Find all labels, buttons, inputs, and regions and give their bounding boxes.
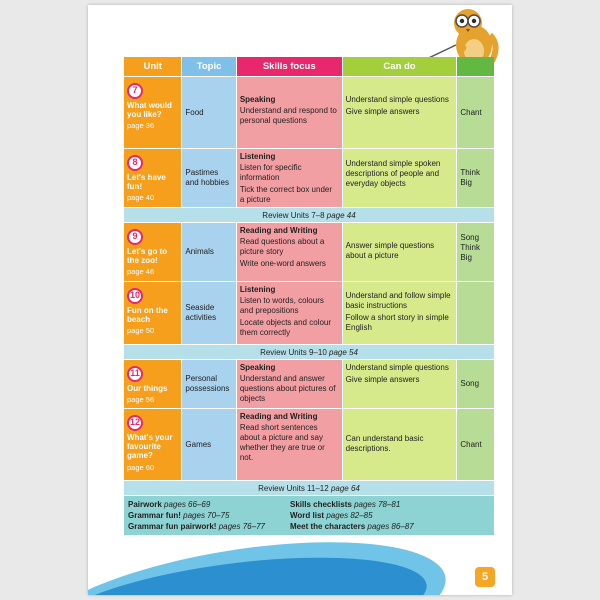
footer-item-title: Word list bbox=[290, 511, 325, 520]
can-do-line: Give simple answers bbox=[345, 107, 420, 116]
table-row bbox=[124, 360, 494, 408]
unit-page: page 60 bbox=[127, 462, 155, 472]
skill-line: Tick the correct box under a picture bbox=[239, 185, 333, 204]
unit-title: Let's go to the zoo! bbox=[127, 247, 168, 266]
unit-cell bbox=[124, 409, 181, 480]
header-extra bbox=[457, 57, 494, 76]
unit-title: Fun on the beach bbox=[127, 306, 168, 325]
extra-cell: Chant bbox=[457, 77, 494, 148]
unit-page: page 56 bbox=[127, 395, 155, 405]
can-do-line: Follow a short story in simple English bbox=[345, 313, 449, 332]
skill-heading: Listening bbox=[239, 285, 276, 294]
topic-cell: Games bbox=[182, 409, 235, 480]
skill-heading: Speaking bbox=[239, 363, 276, 372]
skill-line: Read questions about a picture story bbox=[239, 237, 325, 256]
footer-item-title: Meet the characters bbox=[290, 522, 366, 531]
contents-footer bbox=[124, 496, 494, 535]
can-do-cell bbox=[343, 360, 457, 408]
unit-page: page 50 bbox=[127, 326, 155, 336]
skill-heading: Listening bbox=[239, 152, 276, 161]
unit-number-badge: 10 bbox=[127, 288, 143, 304]
unit-cell bbox=[124, 360, 181, 408]
header-topic: Topic bbox=[182, 57, 235, 76]
skill-heading: Reading and Writing bbox=[239, 412, 318, 421]
footer-item-page: pages 78–81 bbox=[354, 500, 401, 509]
review-row bbox=[124, 481, 494, 495]
skills-cell bbox=[237, 282, 342, 344]
footer-item-page: pages 70–75 bbox=[183, 511, 230, 520]
table-row bbox=[124, 409, 494, 480]
can-do-cell bbox=[343, 149, 457, 207]
skills-cell bbox=[237, 360, 342, 408]
extra-cell: Chant bbox=[457, 409, 494, 480]
unit-cell bbox=[124, 77, 181, 148]
skill-line: Listen to words, colours and prepositions bbox=[239, 296, 324, 315]
extra-cell: Song Think Big bbox=[457, 223, 494, 281]
page-number: 5 bbox=[475, 567, 495, 587]
review-page: page 54 bbox=[329, 347, 358, 357]
skill-line: Understand and answer questions about pictures of objects bbox=[239, 374, 336, 403]
owl-mascot-illustration bbox=[416, 5, 500, 65]
footer-item-page: pages 66–69 bbox=[164, 500, 211, 509]
footer-item-title: Skills checklists bbox=[290, 500, 352, 509]
can-do-line: Understand simple questions bbox=[345, 363, 449, 372]
can-do-line: Understand simple questions bbox=[345, 95, 449, 104]
review-page: page 64 bbox=[330, 483, 360, 493]
unit-title: Our things bbox=[127, 384, 168, 393]
skill-line: Understand and respond to personal questions bbox=[239, 106, 337, 125]
unit-page: page 36 bbox=[127, 121, 155, 131]
footer-item bbox=[128, 500, 290, 509]
skill-heading: Speaking bbox=[239, 95, 276, 104]
review-page: page 44 bbox=[326, 210, 356, 220]
footer-item bbox=[128, 511, 290, 520]
skill-line: Write one-word answers bbox=[239, 259, 326, 268]
skill-line: Read short sentences about a picture and say whether they are true or not. bbox=[239, 423, 325, 462]
topic-cell: Seaside activities bbox=[182, 282, 235, 344]
can-do-line: Understand and follow simple basic instructions bbox=[345, 291, 451, 310]
footer-item-page: pages 76–77 bbox=[218, 522, 265, 531]
footer-item bbox=[290, 522, 490, 531]
extra-cell: Song bbox=[457, 360, 494, 408]
header-skills-focus: Skills focus bbox=[237, 57, 342, 76]
unit-title: What would you like? bbox=[127, 101, 172, 120]
unit-number-badge: 9 bbox=[127, 229, 143, 245]
footer-item bbox=[128, 522, 290, 531]
unit-number-badge: 12 bbox=[127, 415, 143, 431]
can-do-line: Answer simple questions about a picture bbox=[345, 241, 435, 260]
can-do-line: Understand simple spoken descriptions of people and everyday objects bbox=[345, 159, 441, 188]
review-label: Review Units 9–10 bbox=[260, 347, 327, 357]
unit-number-badge: 11 bbox=[127, 366, 143, 382]
can-do-cell bbox=[343, 282, 457, 344]
extra-cell bbox=[457, 282, 494, 344]
footer-item bbox=[290, 511, 490, 520]
unit-number-badge: 7 bbox=[127, 83, 143, 99]
skills-cell bbox=[237, 149, 342, 207]
skill-line: Listen for specific information bbox=[239, 163, 302, 182]
can-do-line: Give simple answers bbox=[345, 375, 420, 384]
unit-cell bbox=[124, 223, 181, 281]
footer-item-page: pages 86–87 bbox=[367, 522, 414, 531]
skills-cell bbox=[237, 77, 342, 148]
footer-item-title: Grammar fun pairwork! bbox=[128, 522, 217, 531]
review-label: Review Units 7–8 bbox=[262, 210, 325, 220]
header-unit: Unit bbox=[124, 57, 181, 76]
skills-cell bbox=[237, 223, 342, 281]
book-page bbox=[88, 5, 512, 595]
unit-title: Let's have fun! bbox=[127, 173, 166, 192]
header-can-do: Can do bbox=[343, 57, 457, 76]
table-row bbox=[124, 223, 494, 281]
unit-title: What's your favourite game? bbox=[127, 433, 173, 461]
review-label: Review Units 11–12 bbox=[258, 483, 329, 493]
can-do-cell bbox=[343, 409, 457, 480]
can-do-line: Can understand basic descriptions. bbox=[345, 433, 424, 453]
topic-cell: Food bbox=[182, 77, 235, 148]
topic-cell: Pastimes and hobbies bbox=[182, 149, 235, 207]
skill-heading: Reading and Writing bbox=[239, 226, 318, 235]
footer-item-title: Pairwork bbox=[128, 500, 162, 509]
unit-cell bbox=[124, 282, 181, 344]
footer-item-title: Grammar fun! bbox=[128, 511, 181, 520]
unit-page: page 40 bbox=[127, 193, 155, 203]
contents-table bbox=[124, 57, 494, 535]
table-row bbox=[124, 282, 494, 344]
footer-item bbox=[290, 500, 490, 509]
table-row bbox=[124, 149, 494, 207]
table-row bbox=[124, 77, 494, 148]
topic-cell: Animals bbox=[182, 223, 235, 281]
review-row bbox=[124, 345, 494, 359]
skills-cell bbox=[237, 409, 342, 480]
skill-line: Locate objects and colour them correctly bbox=[239, 318, 331, 337]
review-row bbox=[124, 208, 494, 222]
unit-number-badge: 8 bbox=[127, 155, 143, 171]
footer-item-page: pages 82–85 bbox=[326, 511, 373, 520]
unit-cell bbox=[124, 149, 181, 207]
can-do-cell bbox=[343, 223, 457, 281]
table-header bbox=[124, 57, 494, 76]
extra-cell: Think Big bbox=[457, 149, 494, 207]
unit-page: page 46 bbox=[127, 267, 155, 277]
topic-cell: Personal possessions bbox=[182, 360, 235, 408]
can-do-cell bbox=[343, 77, 457, 148]
